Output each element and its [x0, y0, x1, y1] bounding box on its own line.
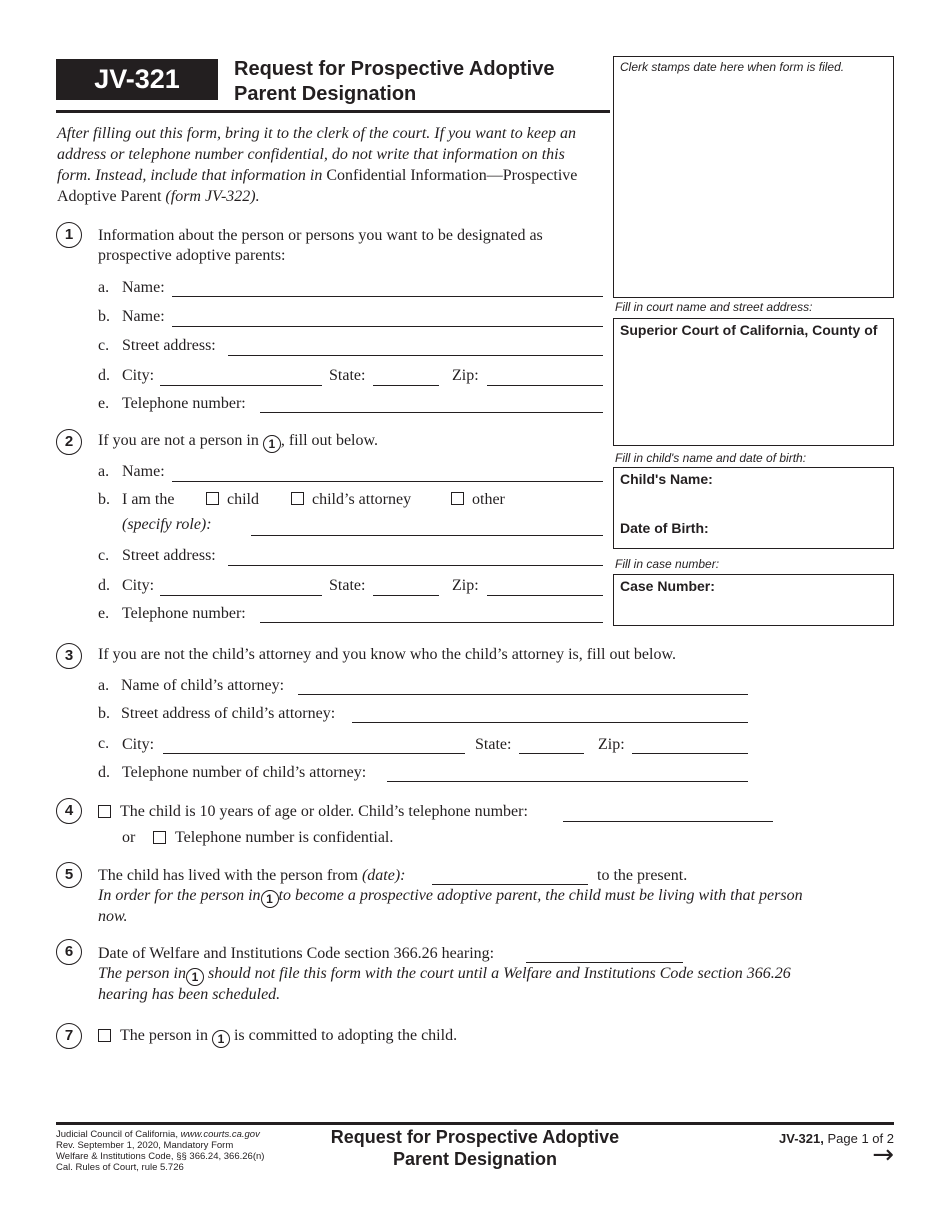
item-2b-attorney-checkbox[interactable] — [291, 492, 304, 505]
item-1e-letter: e. — [98, 395, 110, 412]
item-1-number: 1 — [56, 222, 82, 248]
item-2a-name-field[interactable] — [172, 481, 603, 482]
item-1c-street-field[interactable] — [228, 355, 603, 356]
item-2b-label: I am the — [122, 491, 175, 508]
court-name-text: Superior Court of California, County of — [620, 322, 878, 338]
item-1d-state-label: State: — [329, 367, 366, 384]
item-2c-label: Street address: — [122, 547, 216, 564]
item-2d-city-label: City: — [122, 577, 155, 594]
item-2e-letter: e. — [98, 605, 110, 622]
item-4-confidential-label: Telephone number is confidential. — [175, 829, 394, 846]
item-2b-other-checkbox[interactable] — [451, 492, 464, 505]
item-1d-city-label: City: — [122, 367, 155, 384]
item-3-number: 3 — [56, 643, 82, 669]
item-3c-zip-label: Zip: — [598, 736, 625, 753]
item-7-text-before: The person in — [120, 1027, 208, 1044]
item-2b-letter: b. — [98, 491, 110, 508]
item-3a-attorney-name-field[interactable] — [298, 694, 748, 695]
item-5-text — [98, 866, 405, 886]
item-1-text-line2: prospective adoptive parents: — [98, 247, 286, 264]
intro-paragraph — [57, 123, 602, 207]
item-1d-letter: d. — [98, 367, 110, 384]
item-2b-specify-label: (specify role): — [122, 516, 212, 533]
item-3c-city-label: City: — [122, 736, 155, 753]
item-3c-city-field[interactable] — [163, 753, 465, 754]
footer-code: Welfare & Institutions Code, §§ 366.24, 366.26(n) — [56, 1151, 265, 1162]
child-name-label: Child's Name: — [620, 471, 713, 487]
item-1-text — [98, 226, 598, 266]
intro-part3: (form JV-322). — [161, 188, 260, 205]
item-7-committed-checkbox[interactable] — [98, 1029, 111, 1042]
item-3b-label: Street address of child’s attorney: — [121, 705, 336, 722]
item-4-or: or — [122, 829, 136, 846]
item-3d-attorney-phone-field[interactable] — [387, 781, 748, 782]
form-title-line2: Parent Designation — [234, 83, 417, 105]
item-3c-state-field[interactable] — [519, 753, 584, 754]
child-dob-label: Date of Birth: — [620, 520, 709, 536]
item-4-number: 4 — [56, 798, 82, 824]
item-1a-name-field[interactable] — [172, 296, 603, 297]
item-2-text-before: If you are not a person in — [98, 432, 259, 449]
item-6-ref-circle: 1 — [186, 968, 204, 986]
footer-page-text: Page 1 of 2 — [823, 1131, 894, 1146]
item-2-number: 2 — [56, 429, 82, 455]
footer-title-line2: Parent Designation — [392, 1149, 558, 1169]
form-title — [234, 57, 554, 107]
item-2a-letter: a. — [98, 463, 110, 480]
case-caption: Fill in case number: — [615, 557, 720, 571]
court-caption: Fill in court name and street address: — [615, 300, 813, 314]
item-4-confidential-checkbox[interactable] — [153, 831, 166, 844]
footer-url[interactable]: www.courts.ca.gov — [180, 1129, 260, 1140]
footer-rev: Rev. September 1, 2020, Mandatory Form — [56, 1140, 234, 1151]
item-4-text: The child is 10 years of age or older. Child’s telephone number: — [120, 803, 528, 820]
item-3c-state-label: State: — [475, 736, 512, 753]
footer-rule — [56, 1122, 894, 1125]
item-5-number: 5 — [56, 862, 82, 888]
item-2d-state-label: State: — [329, 577, 366, 594]
item-1d-zip-field[interactable] — [487, 385, 603, 386]
item-6-note-line2: hearing has been scheduled. — [98, 986, 281, 1003]
item-4-child-phone-field[interactable] — [563, 821, 773, 822]
item-1d-city-field[interactable] — [160, 385, 322, 386]
item-6-number: 6 — [56, 939, 82, 965]
item-2-text-after: , fill out below. — [280, 432, 379, 449]
footer-title — [300, 1126, 650, 1170]
item-1e-label: Telephone number: — [122, 395, 246, 412]
item-1b-name-field[interactable] — [172, 326, 603, 327]
item-1c-letter: c. — [98, 337, 110, 354]
item-6-note-before: The person in — [98, 965, 186, 982]
form-id-badge: JV-321 — [56, 59, 218, 100]
item-7-number: 7 — [56, 1023, 82, 1049]
form-title-line1: Request for Prospective Adoptive — [234, 58, 555, 80]
item-2d-state-field[interactable] — [373, 595, 439, 596]
item-2c-street-field[interactable] — [228, 565, 603, 566]
item-5-note-before: In order for the person in — [98, 887, 261, 904]
child-info-box[interactable] — [613, 467, 894, 549]
item-3-text: If you are not the child’s attorney and you know who the child’s attorney is, fill out below. — [98, 646, 676, 663]
case-number-label: Case Number: — [620, 578, 715, 594]
item-6-hearing-date-field[interactable] — [526, 962, 683, 963]
item-3d-letter: d. — [98, 764, 110, 781]
court-name-box[interactable] — [613, 318, 894, 446]
item-2c-letter: c. — [98, 547, 110, 564]
next-page-arrow-icon[interactable]: → — [872, 1140, 894, 1170]
footer-page-form: JV-321, — [779, 1131, 824, 1146]
item-2b-other-label: other — [472, 491, 505, 508]
item-3c-letter: c. — [98, 735, 110, 752]
item-1a-letter: a. — [98, 279, 110, 296]
footer-citation — [56, 1129, 264, 1173]
footer-title-line1: Request for Prospective Adoptive — [330, 1127, 620, 1147]
footer-council: Judicial Council of California, www.courts.ca.gov — [56, 1129, 260, 1140]
item-1e-phone-field[interactable] — [260, 412, 603, 413]
item-2d-letter: d. — [98, 577, 110, 594]
item-5-ref-circle: 1 — [261, 890, 279, 908]
item-3a-letter: a. — [98, 677, 110, 694]
intro-part1: After filling out this form, bring it to the clerk of the court. If you want to keep an address or telephone number confidential, do not write that information on this form. Instead, include that information in — [57, 125, 577, 184]
item-2e-label: Telephone number: — [122, 605, 246, 622]
item-2b-attorney-label: child’s attorney — [312, 491, 412, 508]
item-2b-child-label: child — [227, 491, 259, 508]
footer-rule-cite: Cal. Rules of Court, rule 5.726 — [56, 1162, 184, 1173]
item-2-ref-circle: 1 — [263, 435, 281, 453]
item-2b-child-checkbox[interactable] — [206, 492, 219, 505]
item-2d-city-field[interactable] — [160, 595, 322, 596]
item-1b-letter: b. — [98, 308, 110, 325]
item-6-text: Date of Welfare and Institutions Code section 366.26 hearing: — [98, 945, 495, 962]
item-5-date-label: (date): — [361, 867, 406, 884]
item-7-ref-circle: 1 — [212, 1030, 230, 1048]
item-2b-role-field[interactable] — [251, 535, 603, 536]
header-rule — [56, 110, 610, 113]
item-3c-zip-field[interactable] — [632, 753, 748, 754]
item-3a-label: Name of child’s attorney: — [121, 677, 285, 694]
item-3b-attorney-street-field[interactable] — [352, 722, 748, 723]
item-5-note-after: to become a prospective adoptive parent, the child must be living with that person — [278, 887, 803, 904]
item-7-text-after: is committed to adopting the child. — [233, 1027, 458, 1044]
item-5-text-b: to the present. — [597, 867, 688, 884]
item-5-note — [98, 886, 803, 908]
item-7-text — [120, 1026, 457, 1048]
item-5-date-field[interactable] — [432, 884, 588, 885]
item-2e-phone-field[interactable] — [260, 622, 603, 623]
item-2-text — [98, 431, 378, 453]
case-number-box[interactable] — [613, 574, 894, 626]
item-1d-state-field[interactable] — [373, 385, 439, 386]
item-2d-zip-label: Zip: — [452, 577, 479, 594]
item-1a-label: Name: — [122, 279, 165, 296]
item-1b-label: Name: — [122, 308, 165, 325]
item-1d-zip-label: Zip: — [452, 367, 479, 384]
item-2d-zip-field[interactable] — [487, 595, 603, 596]
intro-form-name: Confidential Information—Prospective Adoptive Parent — [57, 167, 578, 205]
item-6-note — [98, 964, 791, 986]
item-2a-label: Name: — [122, 463, 165, 480]
item-5-note-line2: now. — [98, 908, 128, 925]
item-6-note-after: should not file this form with the court until a Welfare and Institutions Code section 366.26 — [208, 965, 791, 982]
item-3b-letter: b. — [98, 705, 110, 722]
clerk-stamp-label: Clerk stamps date here when form is filed. — [620, 60, 845, 74]
item-5-text-a: The child has lived with the person from — [98, 867, 362, 884]
item-1c-label: Street address: — [122, 337, 216, 354]
item-3d-label: Telephone number of child’s attorney: — [122, 764, 367, 781]
clerk-stamp-box[interactable] — [613, 56, 894, 298]
child-caption: Fill in child's name and date of birth: — [615, 451, 807, 465]
item-4-age-checkbox[interactable] — [98, 805, 111, 818]
item-1-text-line1: Information about the person or persons you want to be designated as — [98, 227, 543, 244]
